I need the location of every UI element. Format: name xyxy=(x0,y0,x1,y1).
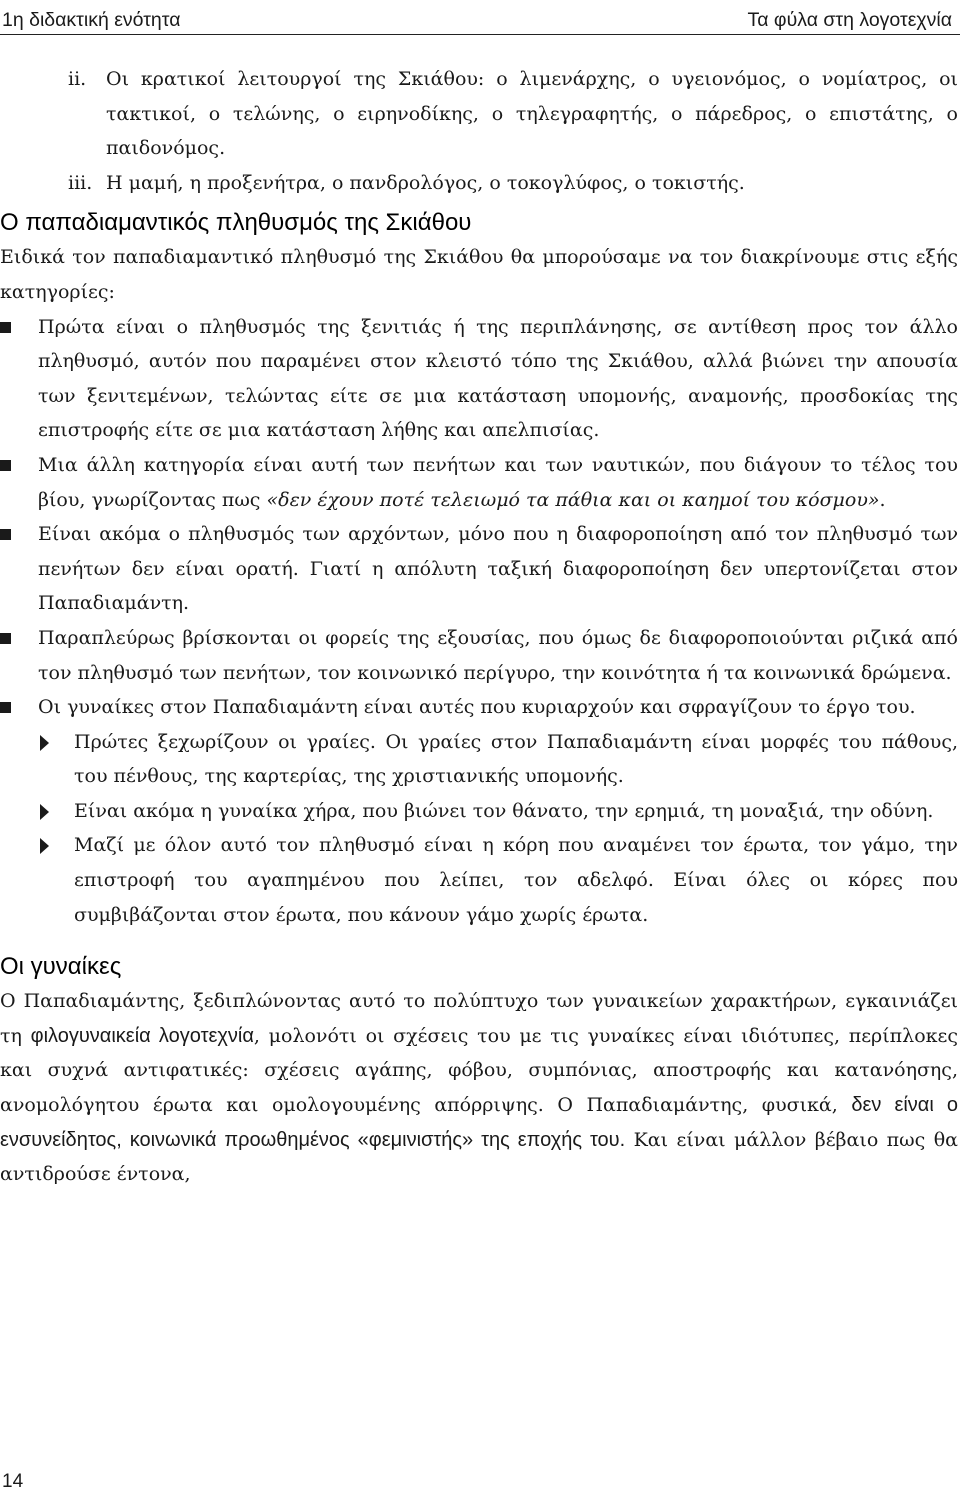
emphasis-text: φιλογυναικεία λογοτεχνία xyxy=(30,1024,254,1047)
roman-list-item xyxy=(68,166,958,201)
list-item: Παραπλεύρως βρίσκονται οι φορείς της εξουσίας, που όμως δε διαφοροποιούνται ριζικά από τον πληθυσμό των πενήτων, τον κοινωνικό περίγυρο, την κοινότητα ή τα κοινωνικά δρώμενα. xyxy=(0,621,958,690)
section-heading-women: Οι γυναίκες xyxy=(0,953,122,981)
roman-item-text: Οι κρατικοί λειτουργοί της Σκιάθου: ο λιμενάρχης, ο υγειονόμος, ο νομίατρος, οι τακτικοί, ο τελώνης, ο ειρηνοδίκης, ο τηλεγραφητής, ο πάρεδρος, ο επιστάτης, ο παιδονόμος. xyxy=(106,68,958,160)
category-list xyxy=(0,310,958,933)
roman-list-item xyxy=(68,62,958,166)
list-item: Πρώτα είναι ο πληθυσμός της ξενιτιάς ή της περιπλάνησης, σε αντίθεση προς τον άλλο πληθυσμό, αυτόν που παραμένει στον κλειστό τόπο της Σκιάθου, αλλά βιώνει την απουσία των ξενιτεμένων, τελώντας είτε σε μια κατάσταση υπομονής, αναμονής, προσδοκίας της επιστροφής είτε σε μια κατάσταση λήθης και απελπισίας. xyxy=(0,310,958,448)
square-bullet-icon xyxy=(0,529,11,540)
section-heading-population: Ο παπαδιαμαντικός πληθυσμός της Σκιάθου xyxy=(0,209,472,237)
sub-list-item: Πρώτες ξεχωρίζουν οι γραίες. Οι γραίες στον Παπαδιαμάντη είναι μορφές του πάθους, του πένθους, της καρτερίας, της χριστιανικής υπομονής. xyxy=(0,725,958,794)
header-chapter-title: Τα φύλα στη λογοτεχνία xyxy=(747,9,952,31)
running-header xyxy=(0,0,960,35)
women-sublist xyxy=(0,725,958,933)
emphasis-text: δεν είναι ο ενσυνείδητος, κοινωνικά προωθημένος «φεμινιστής» της εποχής του. xyxy=(0,1094,959,1151)
roman-numeral: iii. xyxy=(68,171,93,194)
list-item: Είναι ακόμα ο πληθυσμός των αρχόντων, μόνο που η διαφοροποίηση από τον πληθυσμό των πενήτων δεν είναι ορατή. Γιατί η απόλυτη ταξική διαφοροποίηση δεν υπερτονίζεται στον Παπαδιαμάντη. xyxy=(0,517,958,621)
sub-list-item: Είναι ακόμα η γυναίκα χήρα, που βιώνει τον θάνατο, την ερημιά, τη μοναξιά, την οδύνη. xyxy=(0,794,958,829)
italic-quote: «δεν έχουν ποτέ τελειωμό τα πάθια και οι καημοί του κόσμου» xyxy=(266,488,880,511)
sub-list-item: Μαζί με όλον αυτό τον πληθυσμό είναι η κόρη που αναμένει τον έρωτα, τον γάμο, την επιστροφή του αγαπημένου που λείπει, τον αδελφό. Είναι όλες οι κόρες που συμβιβάζονται στον έρωτα, που κάνουν γάμο χωρίς έρωτα. xyxy=(0,828,958,932)
list-item: Μια άλλη κατηγορία είναι αυτή των πενήτων και των ναυτικών, που διάγουν το τέλος του βίου, γνωρίζοντας πως «δεν έχουν ποτέ τελειωμό τα πάθια και οι καημοί του κόσμου». xyxy=(0,448,958,517)
triangle-bullet-icon xyxy=(40,804,49,820)
square-bullet-icon xyxy=(0,702,11,713)
triangle-bullet-icon xyxy=(40,735,49,751)
triangle-bullet-icon xyxy=(40,838,49,854)
header-unit-title: 1η διδακτική ενότητα xyxy=(2,9,181,31)
list-item: Οι γυναίκες στον Παπαδιαμάντη είναι αυτές που κυριαρχούν και σφραγίζουν το έργο του. Πρώτες ξεχωρίζουν οι γραίες. Οι γραίες στον Παπαδιαμάντη είναι μορφές του πάθους, του πένθους, της καρτερίας, της χριστιανικής υπομονής. Είναι ακόμα η γυναίκα χήρα, που βιώνει τον θάνατο, την ερημιά, τη μοναξιά, την οδύνη. Μαζί με όλον αυτό τον πληθυσμό είναι η κόρη που αναμένει τον έρωτα, τον γάμο, την επιστροφή του αγαπημένου που λείπει, τον αδελφό. Είναι όλες οι κόρες που συμβιβάζονται στον έρωτα, που κάνουν γάμο χωρίς έρωτα. xyxy=(0,690,958,932)
roman-item-text: Η μαμή, η προξενήτρα, ο πανδρολόγος, ο τοκογλύφος, ο τοκιστής. xyxy=(106,171,745,194)
women-paragraph: Ο Παπαδιαμάντης, ξεδιπλώνοντας αυτό το πολύπτυχο των γυναικείων χαρακτήρων, εγκαινιάζει τη φιλογυναικεία λογοτεχνία, μολονότι οι σχέσεις του με τις γυναίκες είναι ιδιότυπες, περίπλοκες και συχνά αντιφατικές: σχέσεις αγάπης, φόβου, συμπόνιας, αποστροφής και κατανόησης, ανομολόγητου έρωτα και ομολογουμένης απόρριψης. Ο Παπαδιαμάντης, φυσικά, δεν είναι ο ενσυνείδητος, κοινωνικά προωθημένος «φεμινιστής» της εποχής του. Και είναι μάλλον βέβαιο πως θα αντιδρούσε έντονα, xyxy=(0,990,959,1186)
page-content xyxy=(0,62,958,1192)
square-bullet-icon xyxy=(0,633,11,644)
roman-numeral: ii. xyxy=(68,68,87,90)
square-bullet-icon xyxy=(0,322,11,333)
section-intro: Ειδικά τον παπαδιαμαντικό πληθυσμό της Σκιάθου θα μπορούσαμε να τον διακρίνουμε στις εξής κατηγορίες: xyxy=(0,246,958,303)
square-bullet-icon xyxy=(0,460,11,471)
page-number: 14 xyxy=(2,1471,24,1492)
